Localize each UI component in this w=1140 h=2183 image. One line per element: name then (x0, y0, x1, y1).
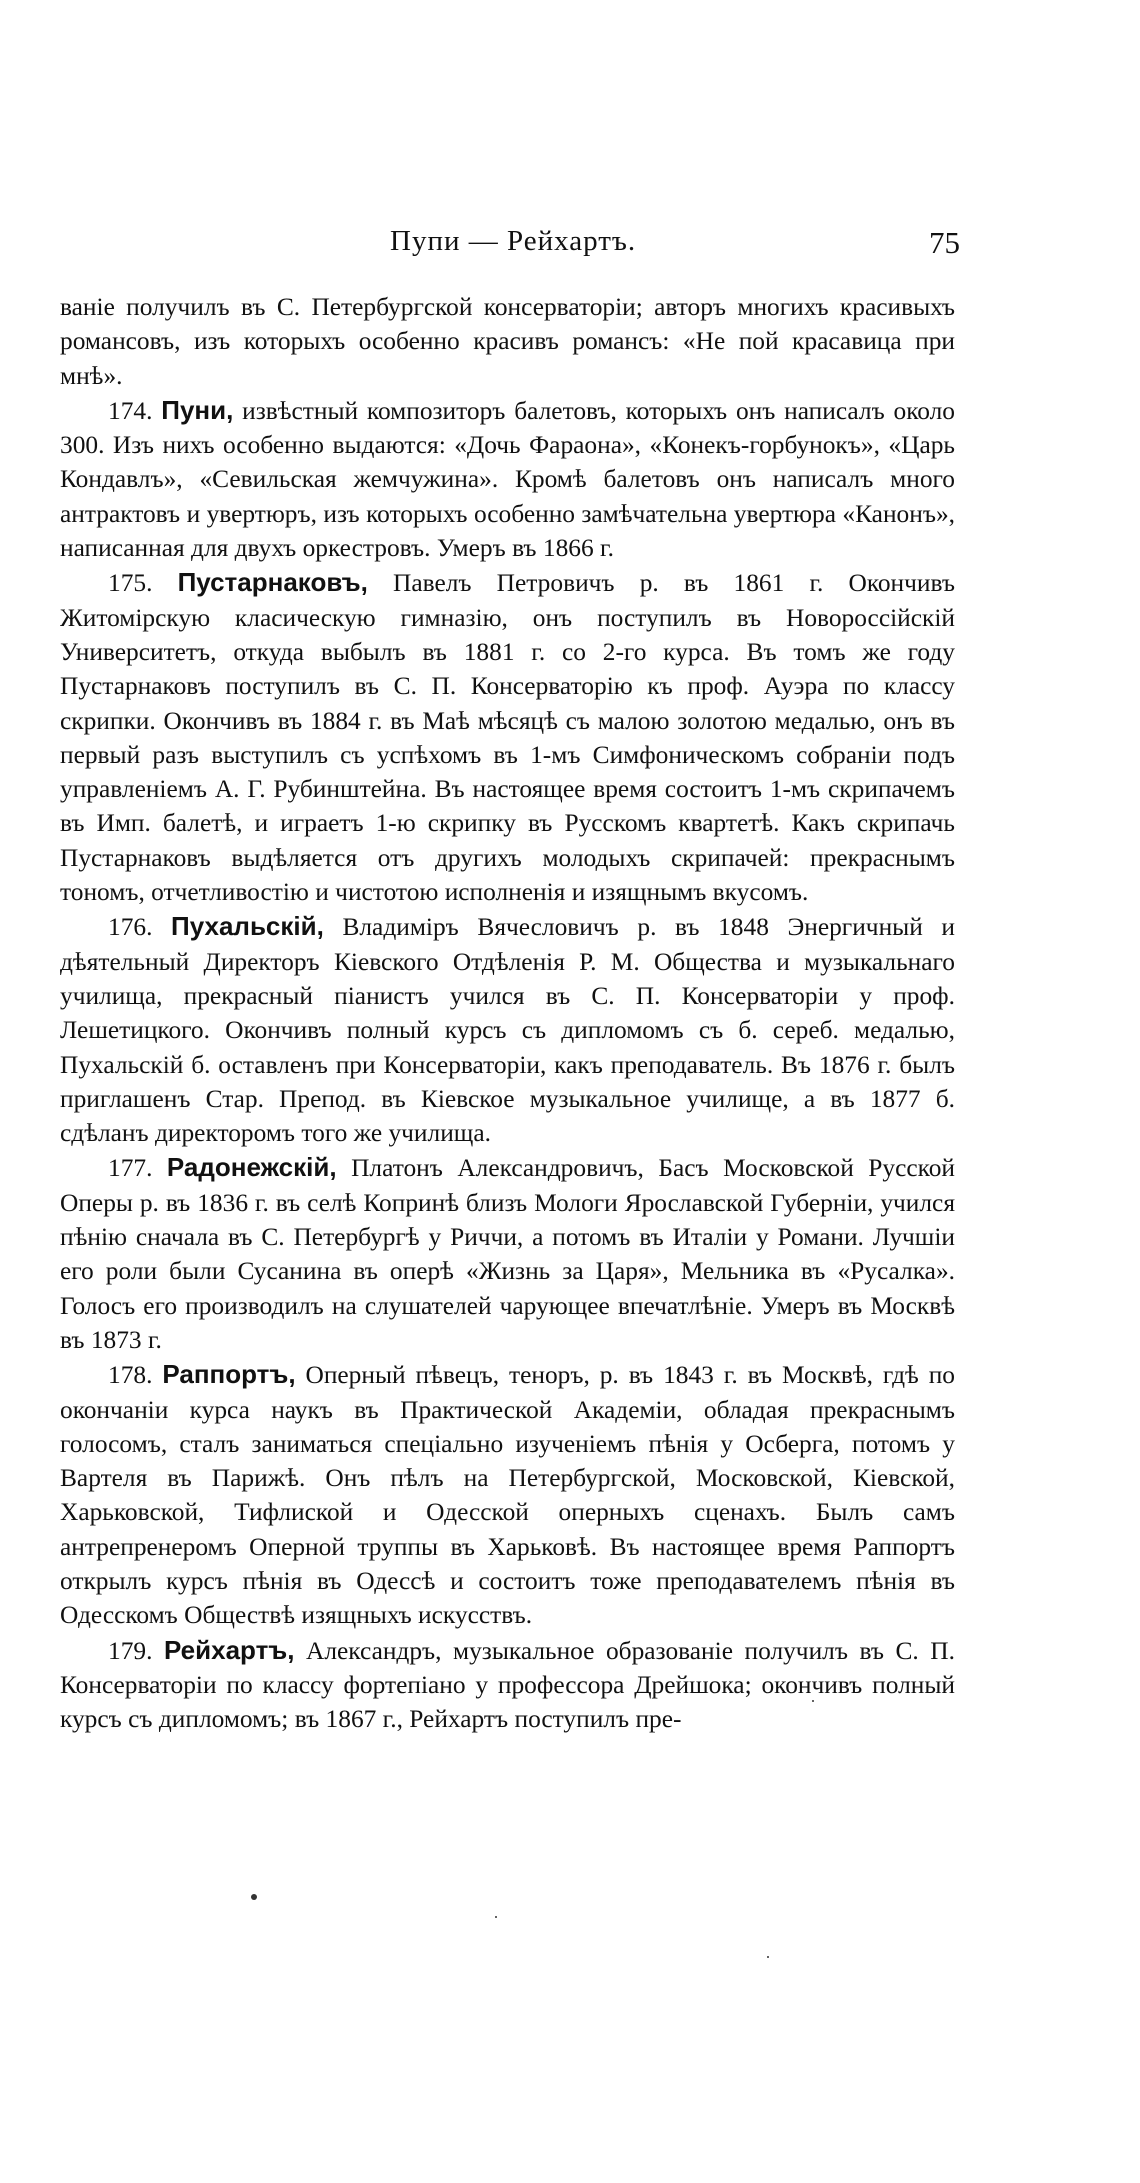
entry-text: Оперный пѣвецъ, теноръ, р. въ 1843 г. въ Москвѣ, гдѣ по окончаніи курса наукъ въ Практической Академіи, обладая прекраснымъ голосомъ, сталъ заниматься спеціально изученіемъ пѣнія у Осберга, потомъ у Вартеля въ Парижѣ. Онъ пѣлъ на Петербургской, Московской, Кіевской, Харьковской, Тифлиской и Одесской оперныхъ сценахъ. Былъ самъ антрепренеромъ Оперной труппы въ Харьковѣ. Въ настоящее время Раппортъ открылъ курсъ пѣнія въ Одессѣ и состоитъ тоже преподавателемъ пѣнія въ Одесскомъ Обществѣ изящныхъ искусствъ. (60, 1361, 955, 1630)
entry-179 (60, 1633, 955, 1737)
entry-name: Раппортъ, (162, 1359, 296, 1390)
entry-number: 178. (108, 1361, 153, 1390)
entry-number: 176. (108, 913, 153, 942)
entry-name: Пуни, (161, 394, 234, 425)
page-number: 75 (929, 225, 960, 260)
entry-text: извѣстный композиторъ балетовъ, которыхъ онъ написалъ около 300. Изъ нихъ особенно выдаются: «Дочь Фараона», «Конекъ-горбунокъ», «Царь Кондавлъ», «Севильская жемчужина». Кромѣ балетовъ онъ написалъ много антрактовъ и увертюръ, изъ которыхъ особенно замѣчательна увертюра «Канонъ», написанная для двухъ оркестровъ. Умеръ въ 1866 г. (60, 396, 955, 563)
running-head (60, 225, 960, 265)
entry-number: 174. (108, 396, 153, 425)
entry-number: 175. (108, 569, 153, 598)
entry-175 (60, 565, 955, 909)
entry-text: Платонъ Александровичъ, Басъ Московской Русской Оперы р. въ 1836 г. въ селѣ Копринѣ близъ Мологи Ярославской Губерніи, учился пѣнію сначала въ С. Петербургѣ у Риччи, а потомъ въ Италіи у Романи. Лучшіи его роли были Сусанина въ оперѣ «Жизнь за Царя», Мельника въ «Русалка». Голосъ его производилъ на слушателей чарующее впечатлѣніе. Умеръ въ Москвѣ въ 1873 г. (60, 1154, 955, 1354)
entry-text: Владиміръ Вячесловичъ р. въ 1848 Энергичный и дѣятельный Директоръ Кіевского Отдѣленія Р. М. Общества и музыкальнаго училища, прекрасный піанистъ учился въ С. П. Консерваторіи у проф. Лешетицкого. Окончивъ полный курсъ съ дипломомъ съ б. сереб. медалью, Пухальскій б. оставленъ при Консерваторіи, какъ преподаватель. Въ 1876 г. былъ приглашенъ Стар. Препод. въ Кіевское музыкальное училище, а въ 1877 б. сдѣланъ директоромъ того же училища. (60, 913, 955, 1148)
entry-name: Радонежскій, (166, 1152, 337, 1183)
entry-176 (60, 909, 955, 1150)
entry-name: Пухальскій, (171, 911, 324, 942)
ink-speck (767, 1956, 769, 1958)
body-text (60, 290, 955, 1736)
ink-speck (251, 1894, 257, 1900)
page-header-title: Пупи — Рейхартъ. (390, 225, 637, 257)
entry-178 (60, 1357, 955, 1632)
entry-177 (60, 1150, 955, 1357)
entry-name: Пустарнаковъ, (177, 567, 368, 598)
entry-text: Павелъ Петровичъ р. въ 1861 г. Окончивъ Житомірскую класическую гимназію, онъ поступилъ въ Новороссійскій Университетъ, откуда выбылъ въ 1881 г. со 2-го курса. Въ томъ же году Пустарнаковъ поступилъ въ С. П. Консерваторію къ проф. Ауэра по классу скрипки. Окончивъ въ 1884 г. въ Маѣ мѣсяцѣ съ малою золотою медалью, онъ въ первый разъ выступилъ съ успѣхомъ въ 1-мъ Симфоническомъ собраніи подъ управленіемъ А. Г. Рубинштейна. Въ настоящее время состоитъ 1-мъ скрипачемъ въ Имп. балетѣ, и играетъ 1-ю скрипку въ Русскомъ квартетѣ. Какъ скрипачь Пустарнаковъ выдѣляется отъ другихъ молодыхъ скрипачей: прекраснымъ тономъ, отчетливостію и чистотою исполненія и изящнымъ вкусомъ. (60, 569, 955, 907)
entry-number: 179. (108, 1636, 153, 1665)
ink-speck (495, 1916, 497, 1918)
entry-name: Рейхартъ, (163, 1634, 295, 1665)
entry-number: 177. (108, 1154, 153, 1183)
entry-174 (60, 393, 955, 565)
continuation-paragraph: ваніе получилъ въ С. Петербургской консерваторіи; авторъ многихъ красивыхъ романсовъ, изъ которыхъ особенно красивъ романсъ: «Не пой красавица при мнѣ». (60, 293, 955, 390)
ink-speck (812, 1700, 814, 1702)
entry-text: Александръ, музыкальное образованіе получилъ въ С. П. Консерваторіи по классу фортепіано у профессора Дрейшока; окончивъ полный курсъ съ дипломомъ; въ 1867 г., Рейхартъ поступилъ пре- (60, 1636, 955, 1734)
